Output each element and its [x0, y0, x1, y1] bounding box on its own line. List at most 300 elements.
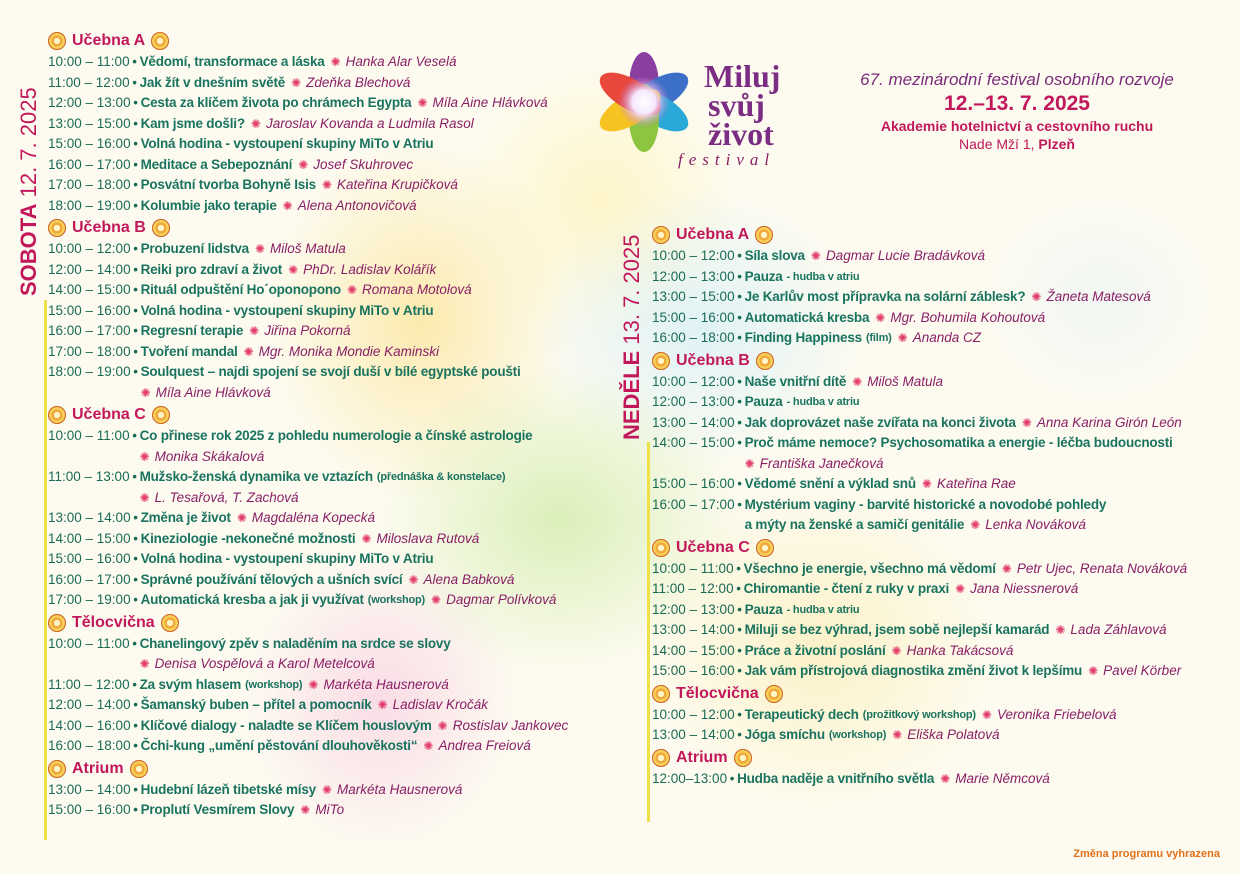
schedule-row [48, 321, 568, 342]
session-body [141, 570, 515, 591]
session-body [745, 392, 860, 413]
sun-star-icon: ✺ [377, 698, 388, 712]
sun-star-icon: ✺ [897, 331, 908, 345]
bullet-icon: • [133, 282, 138, 297]
session-title: Kam jsme došli? [140, 115, 245, 131]
session-body [745, 641, 1014, 662]
session-body [141, 800, 345, 821]
schedule-row [48, 800, 568, 821]
session-speaker: Mgr. Bohumila Kohoutová [890, 309, 1046, 325]
room-heading [48, 758, 568, 780]
session-time: 13:00 – 15:00 [48, 115, 131, 131]
session-line [141, 260, 437, 281]
bullet-icon: • [737, 248, 742, 263]
bullet-icon: • [133, 510, 138, 525]
session-body [744, 579, 1079, 600]
schedule-row [48, 508, 568, 529]
schedule-row [652, 433, 1187, 474]
bullet-icon: • [133, 364, 138, 379]
room-section [48, 217, 568, 403]
session-time: 12:00 – 13:00 [652, 601, 735, 617]
sun-star-icon: ✺ [810, 249, 821, 263]
bullet-icon: • [736, 560, 741, 576]
session-speaker: Jana Niessnerová [970, 581, 1079, 596]
session-speaker: Hanka Alar Veselá [345, 54, 457, 69]
session-title: Za svým hlasem [139, 676, 242, 692]
session-time: 11:00 – 13:00 [48, 469, 130, 484]
rosette-icon [48, 32, 66, 50]
session-line [745, 308, 1046, 329]
bullet-icon: • [737, 373, 742, 389]
rosette-icon [130, 760, 148, 778]
sun-star-icon: ✺ [955, 582, 966, 596]
schedule-row [652, 705, 1187, 726]
address-street: Nade Mží 1, [959, 136, 1035, 152]
session-speaker: Mgr. Monika Mondie Kaminski [258, 343, 439, 359]
session-title: Co přinese rok 2025 z pohledu numerologie a čínské astrologie [139, 428, 533, 443]
session-time: 13:00 – 15:00 [652, 289, 735, 304]
sun-star-icon: ✺ [1021, 415, 1032, 430]
room-heading [652, 350, 1187, 372]
sun-star-icon: ✺ [330, 55, 341, 69]
session-line [141, 239, 346, 260]
session-time: 10:00 – 11:00 [652, 560, 734, 576]
rosette-icon [48, 760, 66, 778]
session-line [745, 454, 1173, 475]
session-speaker: Žaneta Matesová [1046, 289, 1151, 304]
session-title: Všechno je energie, všechno má vědomí [743, 560, 996, 576]
session-body [141, 114, 474, 135]
session-line [141, 695, 488, 716]
session-speaker: Markéta Hausnerová [337, 781, 463, 797]
session-line [737, 769, 1050, 790]
sun-star-icon: ✺ [417, 96, 428, 110]
session-line [745, 267, 860, 288]
session-note: - hudba v atriu [786, 270, 860, 283]
session-line [141, 155, 414, 176]
festival-edition: 67. mezinárodní festival osobního rozvoje [860, 70, 1174, 89]
schedule-row [48, 549, 568, 570]
session-time: 13:00 – 14:00 [652, 414, 735, 430]
session-line [745, 413, 1182, 434]
session-title: Meditace a Sebepoznání [140, 156, 293, 172]
schedule-row [652, 559, 1187, 580]
room-section [48, 30, 568, 216]
schedule-row [652, 641, 1187, 662]
sun-star-icon: ✺ [921, 477, 932, 491]
session-time: 17:00 – 18:00 [48, 343, 131, 359]
schedule-row [652, 600, 1187, 621]
schedule-row [652, 620, 1187, 641]
festival-dates: 12.–13. 7. 2025 [944, 92, 1090, 115]
schedule-row [48, 93, 568, 114]
schedule-row [48, 280, 568, 301]
session-title: Terapeutický dech [744, 706, 859, 722]
session-title: Síla slova [744, 248, 805, 263]
session-time: 16:00 – 18:00 [652, 330, 735, 345]
festival-logo [592, 42, 832, 182]
session-line [141, 549, 434, 570]
session-title: Pauza [744, 268, 783, 284]
bullet-icon: • [133, 136, 138, 151]
schedule-row [48, 695, 568, 716]
session-time: 11:00 – 12:00 [652, 581, 734, 596]
session-body [141, 260, 437, 281]
session-title: Probuzení lidstva [140, 241, 249, 256]
bullet-icon: • [737, 706, 742, 722]
session-note: (workshop) [245, 678, 303, 691]
session-time: 10:00 – 11:00 [48, 635, 130, 651]
schedule-row [48, 736, 568, 757]
session-title: Práce a životní poslání [744, 642, 886, 658]
sun-star-icon: ✺ [1031, 290, 1042, 304]
rosette-icon [48, 406, 66, 424]
session-line [745, 372, 943, 393]
session-line [141, 383, 521, 404]
sun-star-icon: ✺ [140, 385, 151, 400]
bullet-icon: • [737, 435, 742, 450]
session-line [745, 392, 860, 413]
session-title: Pauza [744, 601, 783, 617]
sun-star-icon: ✺ [875, 310, 886, 325]
session-body [745, 287, 1151, 308]
session-note: (film) [865, 332, 892, 344]
session-speaker: Pavel Körber [1103, 663, 1182, 678]
session-speaker: Alena Babková [423, 571, 515, 587]
schedule-row [652, 579, 1187, 600]
session-title: Správné používání tělových a ušních svící [140, 571, 403, 587]
session-time: 16:00 – 17:00 [652, 496, 735, 512]
session-line [745, 725, 1000, 746]
bullet-icon: • [133, 571, 138, 587]
bullet-icon: • [133, 261, 138, 277]
session-body [141, 736, 531, 757]
sun-star-icon: ✺ [1088, 664, 1099, 678]
bullet-icon: • [132, 54, 137, 69]
sun-star-icon: ✺ [321, 178, 333, 192]
room-name: Učebna A [72, 32, 146, 49]
bullet-icon: • [133, 592, 138, 607]
rosette-icon [756, 539, 774, 557]
session-line [140, 675, 449, 696]
room-section [652, 537, 1187, 682]
bullet-icon: • [133, 530, 138, 546]
saturday-date: 12. 7. 2025 [16, 87, 41, 198]
rosette-icon [734, 749, 752, 767]
saturday-label [16, 87, 42, 296]
session-body [140, 426, 533, 467]
schedule-row [48, 634, 568, 675]
sun-star-icon: ✺ [139, 449, 150, 464]
session-speaker: Marie Němcová [955, 770, 1050, 786]
bullet-icon: • [133, 717, 138, 733]
session-time: 15:00 – 16:00 [48, 136, 131, 151]
session-line [141, 716, 569, 737]
room-heading [48, 30, 568, 52]
session-title: Cesta za klíčem života po chrámech Egypta [140, 95, 412, 110]
bullet-icon: • [132, 74, 137, 90]
session-time: 10:00 – 12:00 [652, 248, 735, 263]
session-time: 14:00 – 15:00 [652, 435, 735, 450]
session-time: 12:00 – 13:00 [652, 394, 735, 409]
schedule-row [48, 362, 568, 403]
session-speaker: PhDr. Ladislav Kolářík [303, 261, 437, 277]
festival-info [822, 70, 1212, 152]
session-speaker: Františka Janečková [759, 455, 884, 471]
session-body [141, 549, 434, 570]
session-line [140, 52, 457, 73]
session-time: 11:00 – 12:00 [48, 74, 130, 90]
session-body [141, 196, 417, 217]
bullet-icon: • [133, 551, 138, 566]
schedule-row [652, 725, 1187, 746]
rosette-icon [756, 352, 774, 370]
sun-star-icon: ✺ [254, 242, 266, 256]
session-title: Proplutí Vesmírem Slovy [140, 802, 295, 817]
sun-star-icon: ✺ [288, 262, 299, 277]
session-time: 15:00 – 16:00 [48, 802, 131, 817]
room-heading [652, 224, 1187, 246]
session-title: Regresní terapie [140, 323, 244, 338]
sun-star-icon: ✺ [431, 593, 442, 607]
room-heading [652, 537, 1187, 559]
session-speaker: Alena Antonovičová [297, 197, 417, 213]
session-title: Vědomé snění a výklad snů [744, 476, 916, 491]
session-title: Kineziologie -nekonečné možnosti [140, 530, 356, 546]
room-section [652, 224, 1187, 349]
sun-star-icon: ✺ [236, 511, 247, 525]
session-title: Hudba naděje a vnitřního světla [737, 770, 935, 786]
session-line [744, 579, 1079, 600]
session-title: Soulquest – najdi spojení se svojí duší v bílé egyptské poušti [140, 364, 521, 379]
rosette-icon [652, 226, 670, 244]
schedule-row [48, 301, 568, 322]
room-name: Tělocvična [676, 684, 759, 702]
session-body [745, 246, 985, 267]
bullet-icon: • [133, 241, 138, 256]
session-title: Volná hodina - vystoupení skupiny MiTo v Atriu [140, 136, 434, 151]
session-line [745, 661, 1182, 682]
sunday-label [619, 235, 645, 440]
session-title: Rituál odpuštění Ho´oponopono [140, 282, 341, 297]
session-time: 16:00 – 17:00 [48, 323, 131, 338]
session-body [141, 175, 458, 196]
session-title: Volná hodina - vystoupení skupiny MiTo v Atriu [140, 302, 434, 318]
session-title: Finding Happiness [744, 330, 862, 345]
session-speaker: Markéta Hausnerová [323, 676, 449, 692]
sun-star-icon: ✺ [249, 324, 260, 338]
session-line [141, 342, 439, 363]
sun-star-icon: ✺ [852, 374, 863, 389]
rosette-icon [48, 614, 66, 632]
session-line [141, 570, 515, 591]
sun-star-icon: ✺ [139, 657, 150, 671]
session-line [745, 287, 1151, 308]
saturday-divider [44, 300, 47, 840]
bullet-icon: • [737, 330, 742, 345]
schedule-row [652, 661, 1187, 682]
schedule-row [48, 675, 568, 696]
schedule-row [48, 73, 568, 94]
session-time: 18:00 – 19:00 [48, 197, 131, 213]
schedule-row [48, 426, 568, 467]
schedule-row [652, 495, 1187, 536]
session-title: Miluji se bez výhrad, jsem sobě nejlepší kamarád [744, 622, 1050, 637]
session-body [745, 433, 1173, 474]
festival-venue: Akademie hotelnictví a cestovního ruchu [880, 118, 1154, 134]
session-body [745, 308, 1046, 329]
bullet-icon: • [737, 414, 742, 430]
session-time: 12:00 – 14:00 [48, 261, 131, 277]
session-note: (workshop) [828, 729, 887, 741]
bullet-icon: • [736, 581, 741, 596]
rosette-icon [48, 219, 66, 237]
rosette-icon [652, 685, 670, 703]
session-speaker: Ladislav Kročák [392, 697, 488, 712]
session-line [745, 620, 1167, 641]
session-line [141, 780, 463, 801]
schedule-row [652, 392, 1187, 413]
session-line [140, 73, 411, 94]
schedule-row [48, 155, 568, 176]
session-body [745, 267, 860, 288]
saturday-schedule [48, 30, 568, 822]
saturday-day: SOBOTA [16, 203, 41, 296]
room-heading [48, 217, 568, 239]
schedule-row [48, 780, 568, 801]
bullet-icon: • [132, 635, 137, 651]
room-heading [48, 404, 568, 426]
session-speaker: Anna Karina Girón León [1036, 414, 1182, 430]
bullet-icon: • [737, 622, 742, 637]
session-title: Klíčové dialogy - naladte se Klíčem houslovým [140, 717, 432, 733]
session-line [141, 196, 417, 217]
bullet-icon: • [737, 394, 742, 409]
session-body [141, 590, 557, 611]
session-body [141, 716, 569, 737]
bullet-icon: • [737, 663, 742, 678]
rosette-icon [652, 539, 670, 557]
room-name: Učebna B [72, 219, 146, 236]
session-title: Mužsko-ženská dynamika ve vztazích [139, 469, 373, 484]
session-note: (workshop) [367, 594, 426, 606]
session-body [140, 634, 451, 675]
footer-note: Změna programu vyhrazena [1073, 848, 1220, 860]
session-time: 14:00 – 15:00 [48, 282, 131, 297]
bullet-icon: • [133, 781, 138, 797]
session-line [141, 175, 458, 196]
schedule-row [652, 246, 1187, 267]
logo-line-3: život [708, 116, 774, 152]
session-time: 15:00 – 16:00 [652, 663, 735, 678]
session-body [745, 705, 1117, 726]
logo-title [704, 58, 781, 152]
rosette-icon [152, 219, 170, 237]
session-speaker: Míla Aine Hlávková [432, 95, 548, 110]
bullet-icon: • [737, 289, 742, 304]
session-note: - hudba v atriu [786, 396, 860, 408]
room-name: Učebna A [676, 226, 750, 243]
session-line [141, 736, 531, 757]
session-body [141, 301, 434, 322]
sun-star-icon: ✺ [282, 198, 293, 213]
session-body [744, 559, 1188, 580]
session-title: Volná hodina - vystoupení skupiny MiTo v Atriu [140, 551, 434, 566]
session-time: 14:00 – 15:00 [652, 642, 735, 658]
session-title: Mystérium vaginy - barvité historické a novodobé pohledy [744, 496, 1107, 512]
session-title: Čchi-kung „umění pěstování dlouhověkosti“ [140, 738, 418, 753]
session-time: 13:00 – 14:00 [652, 622, 735, 637]
session-line [141, 134, 434, 155]
rosette-icon [652, 352, 670, 370]
session-body [141, 695, 488, 716]
session-body [745, 413, 1182, 434]
sun-star-icon: ✺ [1001, 561, 1012, 576]
rosette-icon [161, 614, 179, 632]
sun-star-icon: ✺ [891, 643, 902, 658]
sun-star-icon: ✺ [744, 456, 755, 471]
session-line [745, 495, 1107, 516]
bullet-icon: • [133, 156, 138, 172]
session-speaker: Jaroslav Kovanda a Ludmila Rasol [265, 115, 474, 131]
schedule-row [48, 342, 568, 363]
session-body [141, 362, 521, 403]
session-time: 15:00 – 16:00 [48, 302, 131, 318]
schedule-row [48, 196, 568, 217]
schedule-row [48, 590, 568, 611]
session-line [745, 246, 985, 267]
room-section [652, 683, 1187, 746]
bullet-icon: • [133, 323, 138, 338]
room-section [652, 350, 1187, 536]
session-time: 18:00 – 19:00 [48, 364, 131, 379]
session-title: Hudební lázeň tibetské mísy [140, 781, 316, 797]
schedule-row [48, 175, 568, 196]
session-line [745, 515, 1107, 536]
sun-star-icon: ✺ [970, 518, 981, 532]
room-heading [48, 612, 568, 634]
session-line [140, 447, 533, 468]
session-body [141, 780, 463, 801]
festival-address [822, 136, 1212, 152]
session-time: 14:00 – 16:00 [48, 717, 131, 733]
session-title: Tvoření mandal [140, 343, 238, 359]
session-note: (prožitkový workshop) [862, 708, 976, 721]
session-body [745, 495, 1107, 536]
session-time: 16:00 – 17:00 [48, 571, 131, 587]
session-line [140, 426, 533, 447]
sun-star-icon: ✺ [423, 739, 434, 753]
session-title: Jak vám přístrojová diagnostika změní život k lepšímu [744, 663, 1083, 678]
session-speaker: Dagmar Polívková [446, 592, 557, 607]
sun-star-icon: ✺ [940, 771, 951, 786]
bullet-icon: • [133, 302, 138, 318]
session-speaker: Jiřina Pokorná [264, 323, 351, 338]
session-body [141, 342, 439, 363]
address-city: Plzeň [1038, 136, 1075, 152]
session-line [141, 321, 351, 342]
bullet-icon: • [737, 268, 742, 284]
session-title: Jak doprovázet naše zvířata na konci života [744, 414, 1016, 430]
schedule-row [652, 287, 1187, 308]
sun-star-icon: ✺ [298, 157, 309, 172]
session-speaker: Lenka Nováková [985, 517, 1086, 532]
room-heading [652, 683, 1187, 705]
schedule-row [48, 260, 568, 281]
room-name: Tělocvična [72, 613, 155, 631]
session-line [745, 433, 1173, 454]
session-body [745, 474, 1016, 495]
